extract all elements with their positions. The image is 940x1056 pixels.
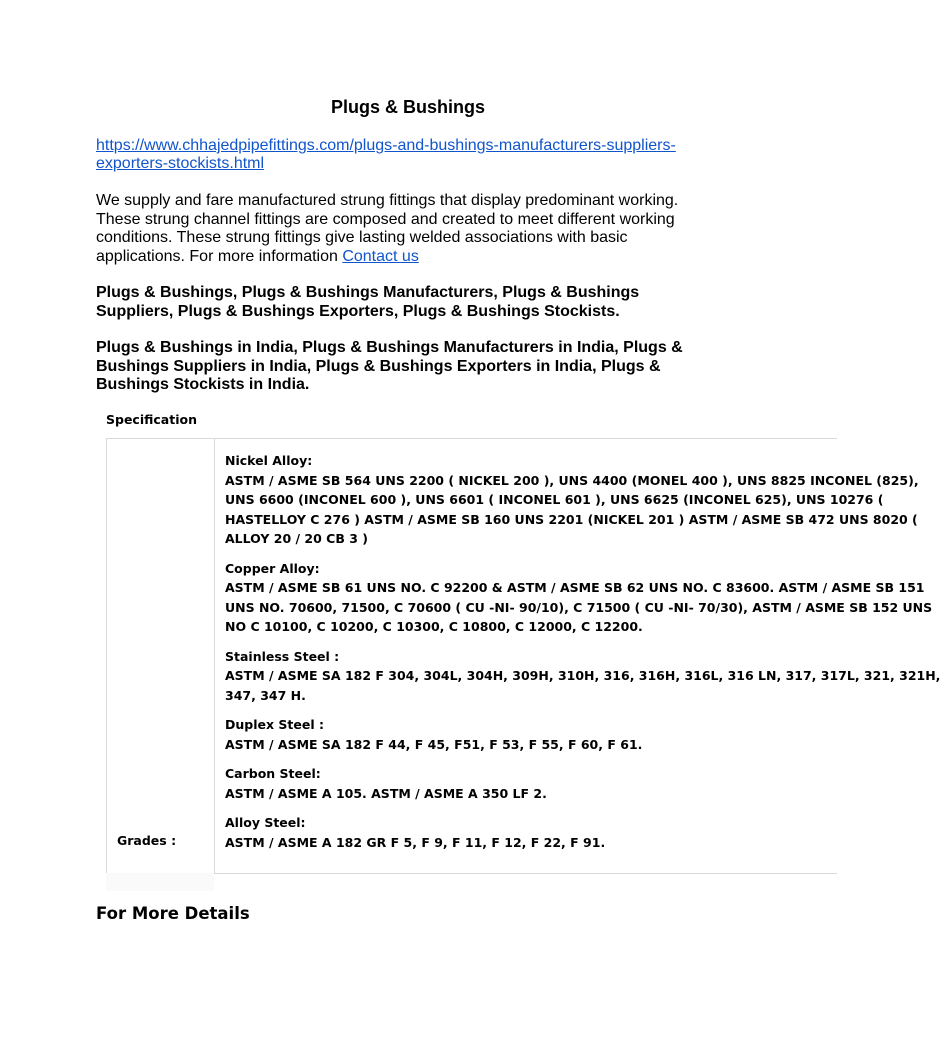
- grade-line: ASTM / ASME SB 61 UNS NO. C 92200 & ASTM / ASME SB 62 UNS NO. C 83600. ASTM / ASME SB 151: [225, 580, 925, 595]
- keywords-line: Suppliers, Plugs & Bushings Exporters, Plugs & Bushings Stockists.: [96, 302, 620, 320]
- specification-heading: Specification: [106, 412, 197, 427]
- grade-line: ASTM / ASME SA 182 F 304, 304L, 304H, 309H, 310H, 316, 316H, 316L, 316 LN, 317, 317L, 321, 321H,: [225, 668, 940, 683]
- page-title: Plugs & Bushings: [330, 97, 485, 117]
- grade-line: ALLOY 20 / 20 CB 3 ): [225, 531, 368, 546]
- keywords-line: Plugs & Bushings in India, Plugs & Bushings Manufacturers in India, Plugs &: [96, 339, 683, 356]
- grade-name: Nickel Alloy:: [225, 453, 313, 468]
- keywords-paragraph-1: [96, 284, 696, 321]
- specification-table: [106, 438, 940, 874]
- intro-last-line: [96, 248, 696, 267]
- intro-last-text: applications. For more information: [96, 248, 343, 266]
- table-empty-cell: [106, 873, 214, 891]
- contact-us-link[interactable]: Contact us: [342, 248, 419, 266]
- grade-line: UNS NO. 70600, 71500, C 70600 ( CU -NI- 90/10), C 71500 ( CU -NI- 70/30), ASTM / ASME SB 152 UNS: [225, 599, 933, 615]
- keywords-line: Bushings Stockists in India.: [96, 376, 310, 394]
- grade-line: ASTM / ASME A 182 GR F 5, F 9, F 11, F 12, F 22, F 91.: [225, 834, 606, 850]
- grade-line: ASTM / ASME SB 564 UNS 2200 ( NICKEL 200 ), UNS 4400 (MONEL 400 ), UNS 8825 INCONEL (825),: [225, 472, 919, 488]
- product-url-link[interactable]: [96, 137, 696, 173]
- grade-block-alloy-steel: [225, 813, 845, 852]
- intro-paragraph: [96, 192, 696, 267]
- grade-line: 347, 347 H.: [225, 687, 306, 703]
- grade-line: ASTM / ASME A 105. ASTM / ASME A 350 LF 2.: [225, 785, 547, 801]
- url-line-2[interactable]: exporters-stockists.html: [96, 155, 265, 172]
- keywords-line: Plugs & Bushings, Plugs & Bushings Manufacturers, Plugs & Bushings: [96, 284, 640, 301]
- grade-block-carbon-steel: [225, 764, 845, 803]
- more-details-heading: For More Details: [96, 904, 250, 923]
- table-column-divider: [214, 439, 215, 873]
- grade-line: HASTELLOY C 276 ) ASTM / ASME SB 160 UNS 2201 (NICKEL 201 ) ASTM / ASME SB 472 UNS 8020 (: [225, 511, 918, 527]
- grade-name: Carbon Steel:: [225, 766, 321, 781]
- grade-name: Duplex Steel :: [225, 717, 324, 732]
- grade-block-stainless-steel: [225, 647, 940, 706]
- grade-line: NO C 10100, C 10200, C 10300, C 10800, C 12000, C 12200.: [225, 619, 643, 634]
- grade-block-copper-alloy: [225, 559, 933, 637]
- grade-block-nickel-alloy: [225, 451, 919, 549]
- grade-name: Stainless Steel :: [225, 648, 340, 664]
- grade-line: UNS 6600 (INCONEL 600 ), UNS 6601 ( INCONEL 601 ), UNS 6625 (INCONEL 625), UNS 10276 (: [225, 492, 884, 507]
- intro-line: conditions. These strung fittings give lasting welded associations with basic: [96, 229, 628, 247]
- grades-row-label: Grades :: [117, 833, 177, 848]
- grade-name: Alloy Steel:: [225, 815, 306, 830]
- keywords-line: Bushings Suppliers in India, Plugs & Bushings Exporters in India, Plugs &: [96, 357, 661, 375]
- url-line-1[interactable]: https://www.chhajedpipefittings.com/plugs-and-bushings-manufacturers-suppliers-: [96, 137, 676, 154]
- grades-cell: [225, 451, 940, 862]
- grade-name: Copper Alloy:: [225, 560, 320, 576]
- grade-block-duplex-steel: [225, 715, 845, 754]
- grade-line: ASTM / ASME SA 182 F 44, F 45, F51, F 53, F 55, F 60, F 61.: [225, 736, 643, 752]
- keywords-paragraph-2: [96, 339, 696, 395]
- intro-line: We supply and fare manufactured strung fittings that display predominant working.: [96, 192, 679, 209]
- intro-line: These strung channel fittings are composed and created to meet different working: [96, 210, 675, 228]
